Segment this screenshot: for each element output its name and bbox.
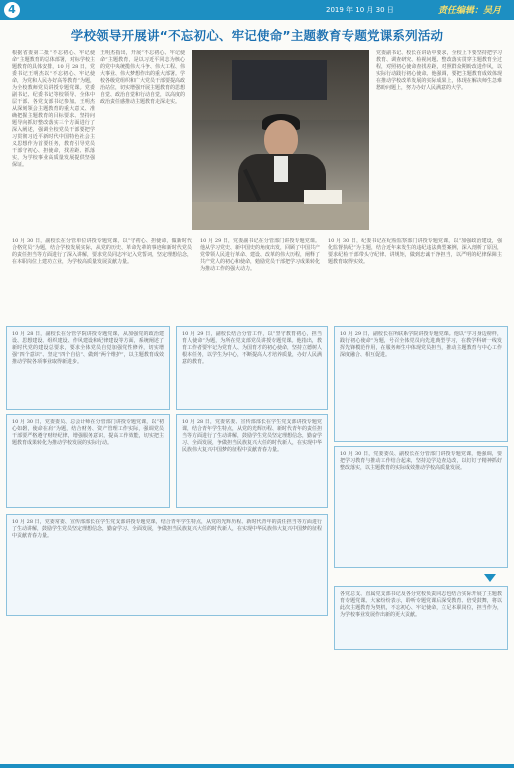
news-box-3-text: 10 月 29 日，副校长在所联系学院讲授专题党课。他以“学习身边榜样，践行初心使命”为题，号召全体党员向先进典型学习，在教学科研一线发挥先锋模范作用，在服务师生中体现党员担当，推动主题教育与中心工作深度融合、相互促进。 — [340, 331, 502, 358]
article-column-6: 10 月 30 日，纪委书记在纪检监察部门讲授专题党课，以“加强政治建设，强化监督执纪”为主题，结合近年来发生的违纪违法典型案例，深入剖析了原因，要求纪检干部带头守纪律、讲规矩，做到忠诚干净担当，以严明的纪律保障主题教育取得实效。 — [328, 238, 502, 265]
photo-speaker-face — [264, 120, 298, 158]
article-column-5: 10 月 29 日，党委副书记在分管部门讲授专题党课。他从学习党史、新中国史的角度出发，回顾了中国共产党带领人民进行革命、建设、改革的伟大历程，阐释了共产党人的初心和使命，勉励党员干部把学习成果转化为推动工作的强大动力。 — [200, 238, 320, 272]
footer-rule — [0, 764, 514, 768]
article-column-1: 根据省委第二批“不忘初心、牢记使命”主题教育的总体部署，对标学校主题教育的具体安排，10 月 28 日，党委书记王明杰以“不忘初心、牢记使命，为党和人民办好高等教育”为题，为全校教师党员讲授专题党课。党委副书记、纪委书记等校领导、全体中层干部、各党支部书记参加。王明杰从深刻领会主题教育的重大意义、准确把握主题教育的目标要求、坚持问题导向抓好整改落实三个方面进行了深入阐述，强调全校党员干部要把学习贯彻习近平新时代中国特色社会主义思想作为首要任务，教育引导党员干部守初心、担使命，找差距、抓落实，为学校事业高质量发展提供坚强保证。 — [12, 50, 95, 168]
article-column-4: 10 月 30 日，副校长在分管单位讲授专题党课，以“守初心、担使命，做新时代合格党员”为题，结合学校发展实际，从党的历史、革命先辈的事迹和新时代党员的责任担当等方面进行了深入讲解，要求党员同志牢记入党誓词，坚定理想信念，在本职岗位上建功立业，为学校高质量发展贡献力量。 — [12, 238, 192, 265]
header-bar — [0, 0, 514, 20]
news-box-7 — [6, 514, 328, 616]
news-box-5-text: 10 月 28 日，党委常委、宣传部部长在学生党支部讲授专题党课，结合青年学生特点，从党的光辉历程、新时代青年的责任担当等方面进行了生动讲解，鼓励学生党员坚定理想信念，勤奋学习、全面发展，争做担当民族复兴大任的时代新人，在实现中华民族伟大复兴中国梦的征程中贡献青春力量。 — [182, 419, 322, 453]
page-number: 4 — [4, 2, 20, 18]
photo-speaker-shirt — [274, 156, 288, 182]
article-column-3: 党委副书记、校长在讲话中要求，全校上下要坚持把学习教育、调查研究、检视问题、整改落实贯穿主题教育全过程，对照初心使命查找差距，对照群众期盼改进作风，以实际行动践行初心使命。他强调，要把主题教育成效体现在推动学校改革发展的实际成果上，体现在解决师生急难愁盼问题上，努力办好人民满意的大学。 — [376, 50, 502, 91]
news-box-7-text: 10 月 28 日，党委常委、宣传部部长在学生党支部讲授专题党课，结合青年学生特点，从党的光辉历程、新时代青年的责任担当等方面进行了生动讲解，鼓励学生党员坚定理想信念，勤奋学习、全面发展，争做担当民族复兴大任的时代新人，在实现中华民族伟大复兴中国梦的征程中贡献青春力量。 — [12, 519, 322, 539]
section-editor: 责任编辑：吴月 — [438, 6, 502, 16]
news-box-6 — [334, 446, 508, 568]
lecture-photo — [192, 50, 369, 230]
news-box-4 — [6, 414, 170, 508]
news-box-2 — [176, 326, 328, 410]
news-box-5 — [176, 414, 328, 508]
news-box-6-text: 10 月 30 日，党委委员、副校长在分管部门讲授专题党课，他强调，要把学习教育与推动工作结合起来，坚持边学边查边改，以钉钉子精神抓好整改落实，以主题教育的实际成效推动学校高质量发展。 — [340, 451, 502, 471]
news-box-3 — [334, 326, 508, 442]
photo-name-card — [304, 190, 342, 204]
news-box-1 — [6, 326, 170, 410]
closing-box — [334, 586, 508, 650]
news-box-1-text: 10 月 28 日，副校长在分管学院讲授专题党课，从加强党的政治建设、思想建设、组织建设、作风建设和纪律建设等方面，系统阐述了新时代党的建设总要求，要求全体党员自觉加强党性修养，切实增强“四个意识”、坚定“四个自信”、做到“两个维护”，以主题教育成效推动学院各项事业取得新进步。 — [12, 331, 164, 365]
photo-desk — [192, 202, 369, 230]
triangle-marker-icon — [484, 574, 496, 582]
news-box-4-text: 10 月 30 日，党委委员、总会计师在分管部门讲授专题党课，以“初心如磐，使命在肩”为题，结合财务、资产管理工作实际，强调党员干部要严格遵守财经纪律，增强服务意识，提高工作效能，切实把主题教育成果转化为推动学校发展的实际行动。 — [12, 419, 164, 446]
closing-text: 各党总支、直属党支部书记及各分党校负责同志也结合实际开展了主题教育专题党课。大家纷纷表示，聆听专题党课后深受教育、倍受鼓舞，将以此次主题教育为契机，不忘初心、牢记使命，立足本职岗位，担当作为，为学校事业发展作出新的更大贡献。 — [340, 591, 502, 618]
issue-date: 2019 年 10 月 30 日 — [326, 6, 394, 14]
news-box-2-text: 10 月 29 日，副校长结合分管工作，以“坚守教育初心，担当育人使命”为题，为所在党支部党员讲授专题党课。他指出，教育工作者要牢记为党育人、为国育才的初心使命，坚持立德树人根本任务，以学生为中心，不断提高人才培养质量，办好人民满意的教育。 — [182, 331, 322, 365]
photo-screen — [232, 60, 327, 100]
article-column-2: 王明杰指出，开展“不忘初心、牢记使命”主题教育，是以习近平同志为核心的党中央统揽伟大斗争、伟大工程、伟大事业、伟大梦想作出的重大部署。学校各级党组织和广大党员干部要提高政治站位，切实增强开展主题教育的思想自觉、政治自觉和行动自觉，以高度的政治责任感推动主题教育走深走实。 — [100, 50, 185, 105]
page-headline: 学校领导开展讲“不忘初心、牢记使命”主题教育专题党课系列活动 — [70, 28, 444, 43]
